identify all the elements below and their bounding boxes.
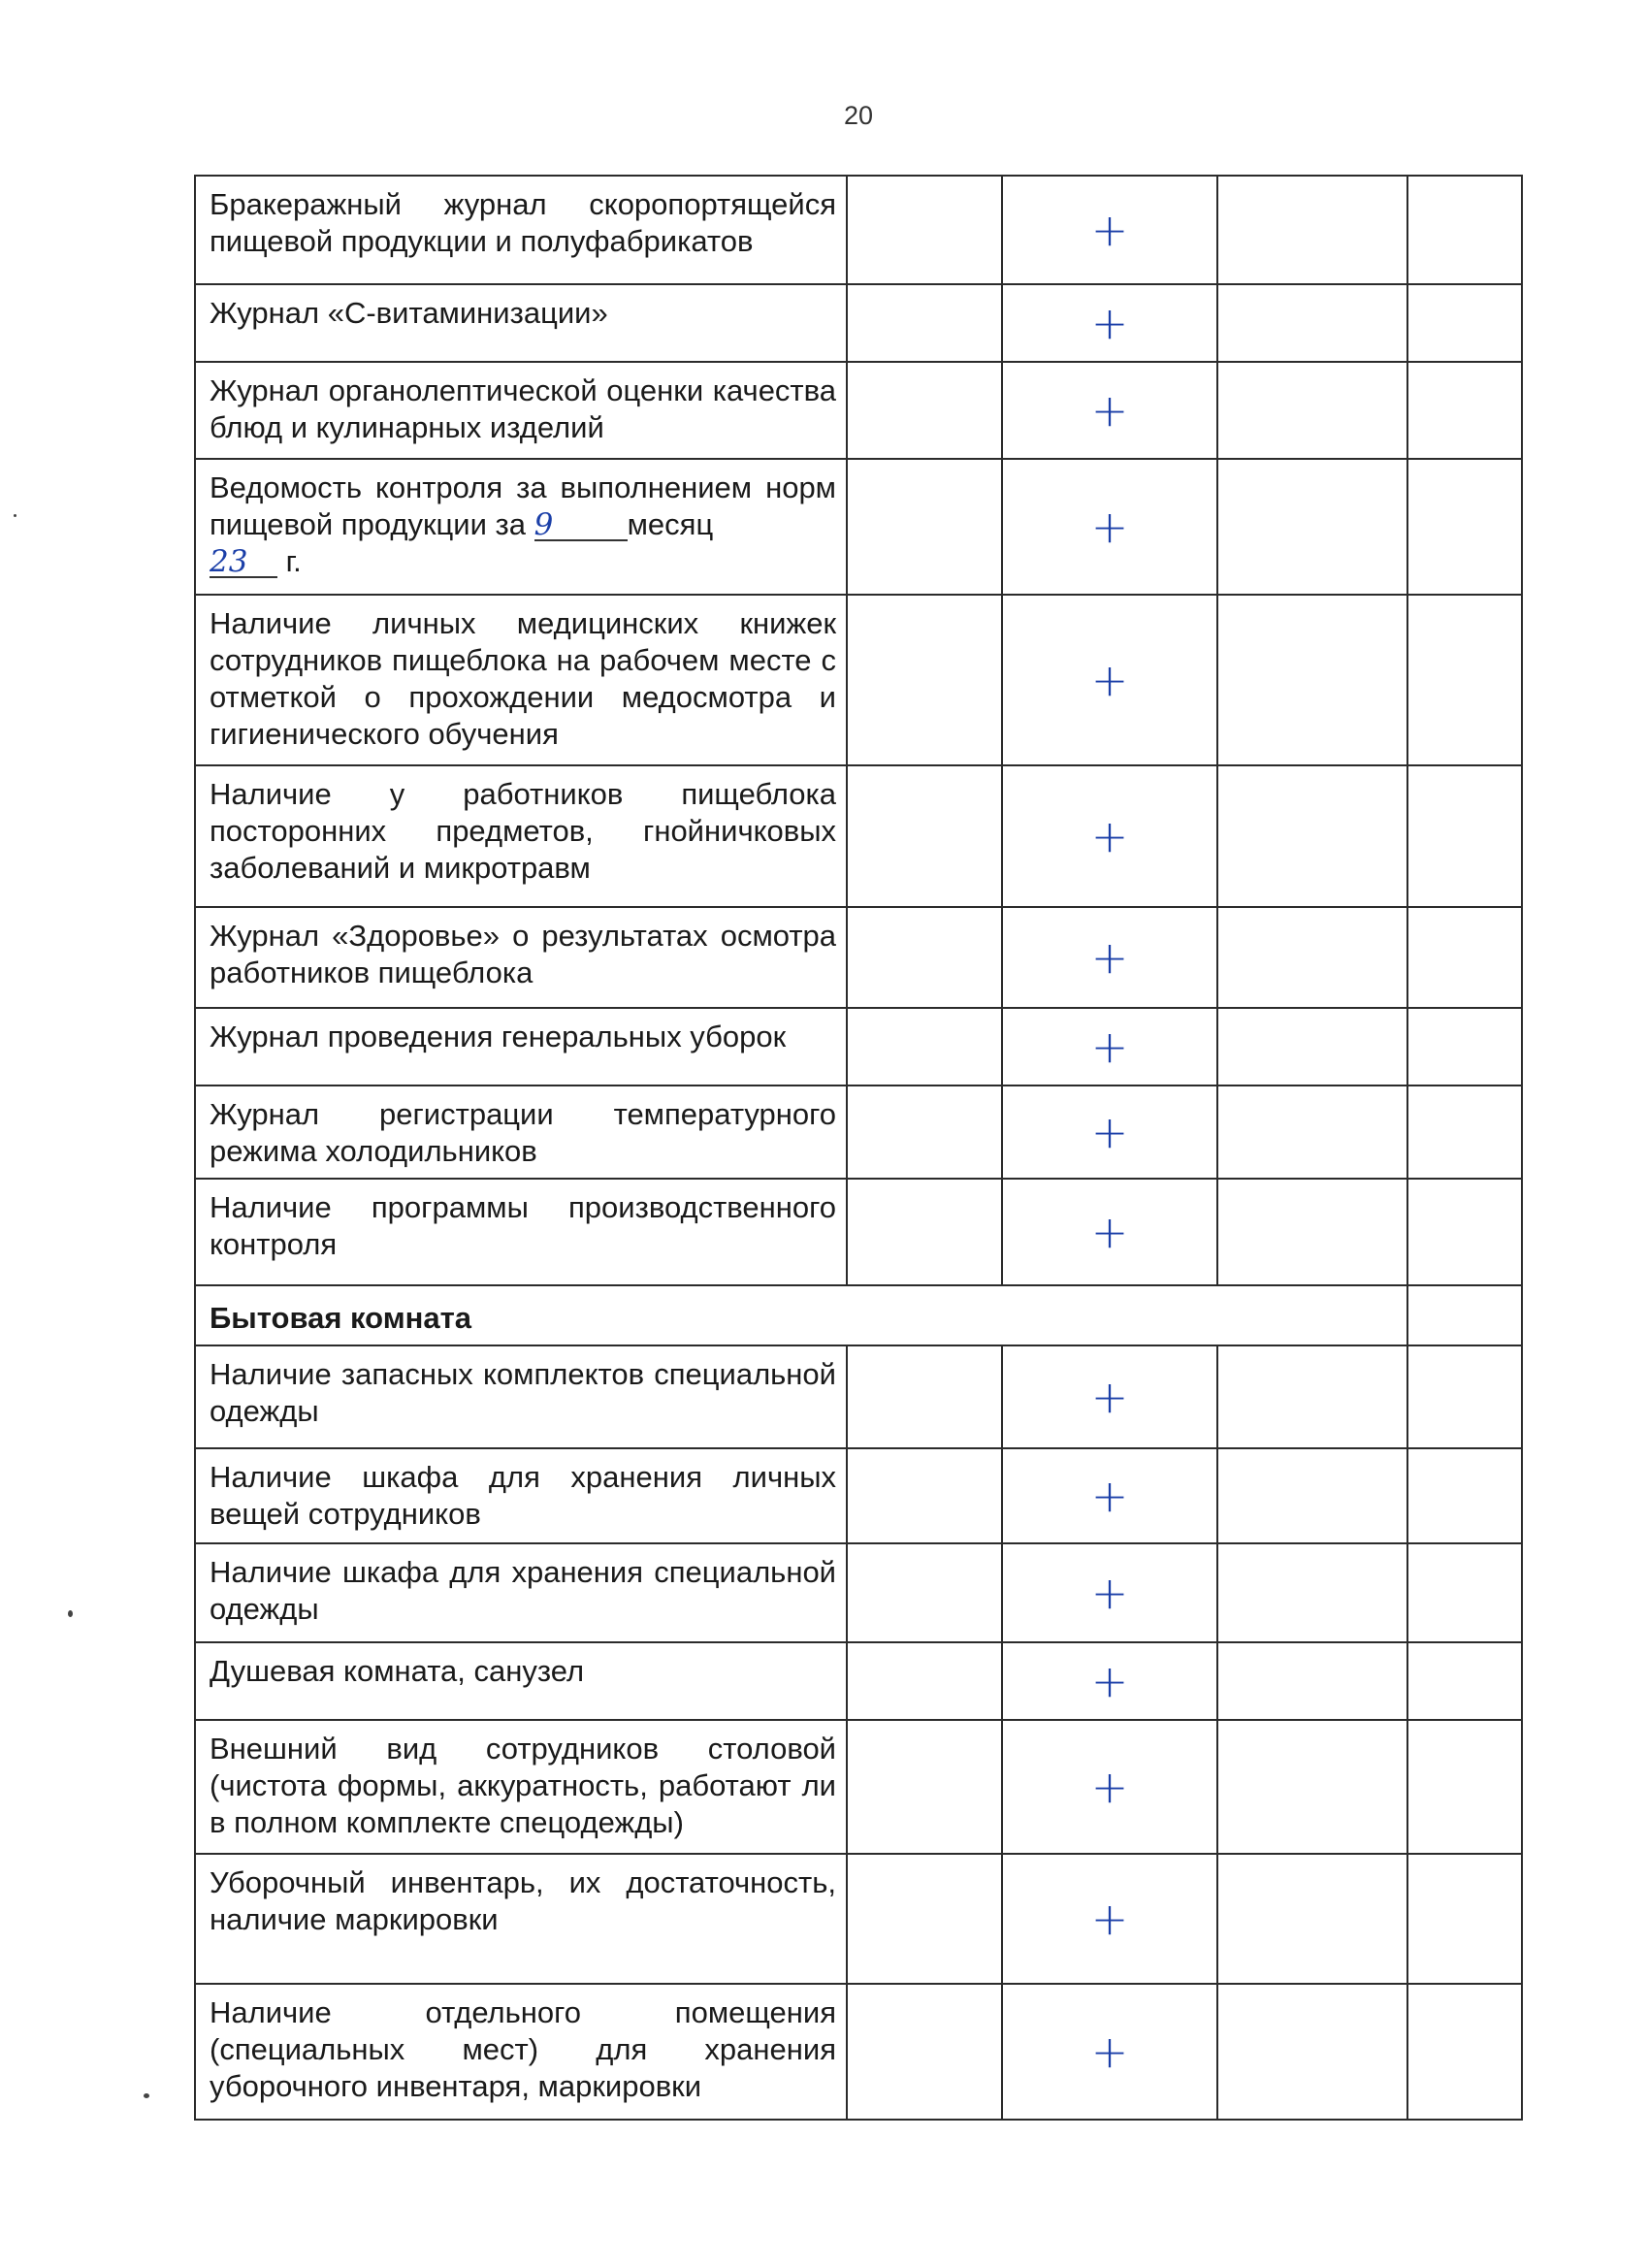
item-text: Наличие отдельного помещения (специальных мест) для хранения уборочного инвентаря, маркировки <box>195 1984 847 2120</box>
table-row <box>195 459 1522 595</box>
blank-cell <box>1217 1345 1407 1448</box>
blank-cell <box>1217 1543 1407 1642</box>
blank-cell <box>847 1345 1002 1448</box>
blank-cell <box>1217 907 1407 1008</box>
check-mark: + <box>1002 459 1217 595</box>
blank-cell <box>1407 1448 1522 1543</box>
check-mark: + <box>1002 1642 1217 1720</box>
blank-cell <box>1217 176 1407 284</box>
blank-cell <box>1217 1179 1407 1285</box>
blank-cell <box>1407 907 1522 1008</box>
blank-cell <box>1217 1085 1407 1179</box>
blank-cell <box>1217 1642 1407 1720</box>
blank-cell <box>1217 765 1407 907</box>
blank-cell <box>847 1179 1002 1285</box>
blank-cell <box>847 1720 1002 1854</box>
page-number: 20 <box>843 101 874 130</box>
table-row <box>195 362 1522 459</box>
blank-cell <box>1407 595 1522 765</box>
section-header-row <box>195 1285 1522 1345</box>
blank-cell <box>1407 459 1522 595</box>
table-row <box>195 1543 1522 1642</box>
blank-cell <box>1407 1984 1522 2120</box>
item-text: Душевая комната, санузел <box>195 1642 847 1720</box>
table-row <box>195 595 1522 765</box>
item-text: Журнал регистрации температурного режима холодильников <box>195 1085 847 1179</box>
blank-cell <box>847 362 1002 459</box>
blank-cell <box>847 907 1002 1008</box>
section-title: Бытовая комната <box>195 1285 1407 1345</box>
blank-cell <box>1407 176 1522 284</box>
check-mark: + <box>1002 1720 1217 1854</box>
check-mark: + <box>1002 1085 1217 1179</box>
table-row <box>195 1854 1522 1984</box>
check-mark: + <box>1002 284 1217 362</box>
item-text-part: Ведомость контроля за выполнением норм пищевой продукции за <box>210 470 836 541</box>
blank-cell <box>1217 362 1407 459</box>
check-mark: + <box>1002 1179 1217 1285</box>
scan-speck <box>14 514 16 517</box>
check-mark: + <box>1002 1008 1217 1085</box>
item-text: Наличие у работников пищеблока посторонних предметов, гнойничковых заболеваний и микротравм <box>195 765 847 907</box>
blank-cell <box>1407 284 1522 362</box>
handwritten-month: 9 <box>534 510 628 541</box>
table-row <box>195 1085 1522 1179</box>
table-row <box>195 1448 1522 1543</box>
item-text: Наличие шкафа для хранения специальной одежды <box>195 1543 847 1642</box>
blank-cell <box>1217 284 1407 362</box>
blank-cell <box>1407 765 1522 907</box>
blank-cell <box>1407 1179 1522 1285</box>
check-mark: + <box>1002 907 1217 1008</box>
check-mark: + <box>1002 595 1217 765</box>
item-text: Журнал органолептической оценки качества блюд и кулинарных изделий <box>195 362 847 459</box>
item-text-part: г. <box>277 544 302 578</box>
item-text: Уборочный инвентарь, их достаточность, наличие маркировки <box>195 1854 847 1984</box>
table-row <box>195 284 1522 362</box>
blank-cell <box>1217 1854 1407 1984</box>
blank-cell <box>1407 1085 1522 1179</box>
item-text: Бракеражный журнал скоропортящейся пищевой продукции и полуфабрикатов <box>195 176 847 284</box>
check-mark: + <box>1002 1345 1217 1448</box>
scan-speck <box>68 1610 73 1617</box>
blank-cell <box>847 1543 1002 1642</box>
checklist-table <box>194 175 1523 2121</box>
blank-cell <box>1407 1720 1522 1854</box>
check-mark: + <box>1002 176 1217 284</box>
blank-cell <box>847 765 1002 907</box>
table-row <box>195 176 1522 284</box>
blank-cell <box>1407 1008 1522 1085</box>
handwritten-year: 23 <box>210 547 277 578</box>
blank-cell <box>1407 1345 1522 1448</box>
item-text: Журнал «Здоровье» о результатах осмотра работников пищеблока <box>195 907 847 1008</box>
check-mark: + <box>1002 362 1217 459</box>
table-row <box>195 1179 1522 1285</box>
blank-cell <box>847 1085 1002 1179</box>
table-row <box>195 1345 1522 1448</box>
blank-cell <box>847 595 1002 765</box>
table-row <box>195 765 1522 907</box>
table-row <box>195 1008 1522 1085</box>
table-row <box>195 1720 1522 1854</box>
blank-cell <box>847 1642 1002 1720</box>
check-mark: + <box>1002 1854 1217 1984</box>
scan-speck <box>144 2093 149 2098</box>
item-text: Внешний вид сотрудников столовой (чистота формы, аккуратность, работают ли в полном комплекте спецодежды) <box>195 1720 847 1854</box>
item-text: Наличие личных медицинских книжек сотрудников пищеблока на рабочем месте с отметкой о прохождении медосмотра и гигиенического обучения <box>195 595 847 765</box>
blank-cell <box>847 1448 1002 1543</box>
item-text: Журнал проведения генеральных уборок <box>195 1008 847 1085</box>
table-row <box>195 1642 1522 1720</box>
blank-cell <box>847 1984 1002 2120</box>
item-text: Наличие шкафа для хранения личных вещей сотрудников <box>195 1448 847 1543</box>
blank-cell <box>1217 1720 1407 1854</box>
blank-cell <box>1217 459 1407 595</box>
table-row <box>195 907 1522 1008</box>
blank-cell <box>1217 1984 1407 2120</box>
check-mark: + <box>1002 1543 1217 1642</box>
blank-cell <box>1217 595 1407 765</box>
blank-cell <box>1407 1543 1522 1642</box>
check-mark: + <box>1002 1448 1217 1543</box>
blank-cell <box>847 459 1002 595</box>
item-text: Наличие программы производственного контроля <box>195 1179 847 1285</box>
blank-cell <box>1217 1008 1407 1085</box>
blank-cell <box>1217 1448 1407 1543</box>
blank-cell <box>847 284 1002 362</box>
blank-cell <box>847 1008 1002 1085</box>
blank-cell <box>847 176 1002 284</box>
item-text: Журнал «С-витаминизации» <box>195 284 847 362</box>
check-mark: + <box>1002 765 1217 907</box>
item-text: Наличие запасных комплектов специальной одежды <box>195 1345 847 1448</box>
item-text-part: месяц <box>627 507 714 541</box>
item-text <box>195 459 847 595</box>
blank-cell <box>1407 1642 1522 1720</box>
blank-cell <box>1407 1854 1522 1984</box>
blank-cell <box>1407 362 1522 459</box>
table-row <box>195 1984 1522 2120</box>
blank-cell <box>847 1854 1002 1984</box>
check-mark: + <box>1002 1984 1217 2120</box>
blank-cell <box>1407 1285 1522 1345</box>
